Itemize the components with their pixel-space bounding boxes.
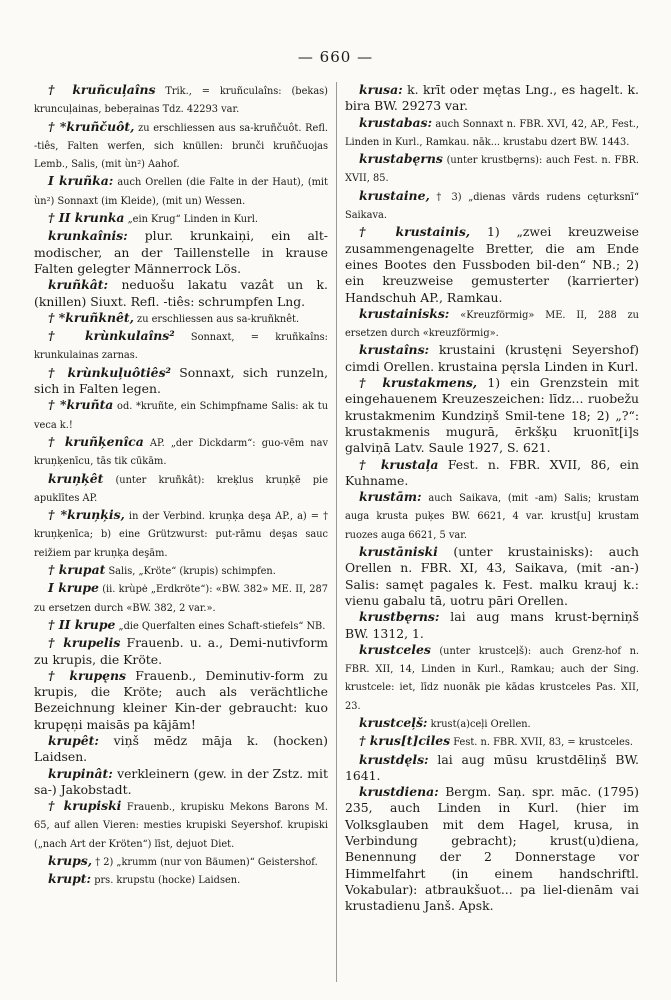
dictionary-entry xyxy=(34,668,328,733)
dictionary-entry xyxy=(34,798,328,853)
entry-headword: † II krupe xyxy=(48,616,116,632)
dictionary-entry xyxy=(34,365,328,398)
entry-headword: krustbęrns: xyxy=(359,609,440,625)
entry-headword: † krupęns xyxy=(48,667,127,683)
dictionary-entry xyxy=(34,434,328,471)
entry-definition: † 3) „dienas vārds rudens cęturksnī“ Saikava. xyxy=(345,191,639,222)
dictionary-entry xyxy=(345,457,639,490)
entry-headword: krustabas: xyxy=(359,114,433,130)
dictionary-entry xyxy=(34,580,328,617)
entry-headword: krupêt: xyxy=(48,732,99,748)
entry-headword: † krustainis, xyxy=(359,224,471,240)
entry-headword: kruñkât: xyxy=(48,277,109,293)
entry-headword: † krupat xyxy=(48,562,106,578)
dictionary-entry xyxy=(345,489,639,544)
entry-definition: (unter krustceļš): auch Grenz-hof n. FBR. XII, 14, Linden in Kurl., Ramkau; auch der Sing. krustcele: iet, līdz nuonāk pie kādas krustceles Pas. XII, 23. xyxy=(345,645,639,712)
dictionary-entry xyxy=(345,784,639,914)
entry-headword: krustdęls: xyxy=(359,751,429,767)
entry-headword: † krustakmens, xyxy=(359,375,478,391)
entry-definition: zu erschliessen aus sa-kruñknêt. xyxy=(133,313,300,325)
entry-headword: † II krunka xyxy=(48,210,125,226)
dictionary-entry xyxy=(345,733,639,751)
entry-definition: krust(a)ceļi Orellen. xyxy=(427,718,531,730)
dictionary-entry xyxy=(34,310,328,328)
entry-headword: krustām: xyxy=(359,489,422,505)
entry-definition: Frauenb. u. a., Demi-nutivform zu krupis, die Kröte. xyxy=(34,635,329,667)
entry-headword: † *kruņķis, xyxy=(48,507,125,523)
dictionary-entry xyxy=(345,224,639,305)
entry-definition: AP. „der Dickdarm“: guo-vēm nav kruņķenīcu, tās tik cūkām. xyxy=(34,437,328,468)
entry-definition: (unter krustbęrns): auch Fest. n. FBR. XVII, 85. xyxy=(345,155,639,185)
entry-headword: † *kruñčuôt, xyxy=(48,118,135,134)
entry-headword: † kruñķenîca xyxy=(48,433,144,449)
entry-definition: od. *kruñte, ein Schimpfname Salis: ak tu veca k.! xyxy=(34,401,328,431)
entry-headword: † krus[t]ciles xyxy=(359,733,451,749)
dictionary-entry xyxy=(34,397,328,434)
entry-headword: † krupelis xyxy=(48,635,121,651)
entry-definition: verkleinern (gew. in der Zstz. mit sa-) Jakobstadt. xyxy=(34,765,328,797)
entry-headword: I krupe xyxy=(48,580,99,596)
dictionary-entry xyxy=(34,228,328,277)
entry-definition: lai aug mūsu krustdēliņš BW. 1641. xyxy=(345,751,639,783)
entry-definition: Sonnaxt, sich runzeln, sich in Falten legen. xyxy=(34,364,329,397)
dictionary-entry xyxy=(34,119,328,174)
dictionary-entry xyxy=(345,115,639,152)
left-column xyxy=(34,82,336,982)
dictionary-entry xyxy=(345,375,639,456)
entry-headword: krustabęrns xyxy=(359,151,443,167)
entry-definition: (ii. krùpė „Erdkröte“): «BW. 382» ME. II, 287 zu ersetzen durch «BW. 382, 2 var.». xyxy=(34,584,329,614)
entry-headword: krustceles xyxy=(359,641,431,657)
entry-definition: «Kreuzförmig» ME. II, 288 zu ersetzen durch «kreuzförmig». xyxy=(345,309,639,340)
entry-definition: lai aug mans krust-bęrniņš BW. 1312, 1. xyxy=(345,609,639,641)
entry-definition: Salis, „Kröte“ (krupis) schimpfen. xyxy=(105,566,276,578)
dictionary-entry xyxy=(345,752,639,785)
page-number: — 660 — xyxy=(297,48,374,66)
dictionary-entry xyxy=(345,642,639,715)
entry-headword: † *kruñta xyxy=(48,397,114,413)
entry-definition: viņš mēdz māja k. (hocken) Laidsen. xyxy=(34,732,328,765)
entry-definition: „ein Krug“ Linden in Kurl. xyxy=(124,214,259,226)
dictionary-entry xyxy=(34,562,328,580)
dictionary-entry xyxy=(345,715,639,733)
entry-definition: Bergm. Saņ. spr. māc. (1795) 235, auch Linden in Kurl. (hier im Volksglauben mit dem Hagel, krusa, in Verbindung gebracht); krust(u)diena, Benennung der 2 Donnerstage vor Himmelfahrt (in einem handschriftl. Vokabular): atbraukšuot... pa liel-dienām vai krustadienu Janš. Apsk. xyxy=(345,784,639,914)
entry-headword: krustāniski xyxy=(359,544,438,560)
dictionary-entry xyxy=(34,210,328,228)
entry-headword: † krùnkuļuôtiês² xyxy=(48,364,171,380)
entry-definition: Trik., = kruñculaîns: (bekas) kruncuļainas, bebeŗainas Tdz. 42293 var. xyxy=(34,86,329,116)
dictionary-entry xyxy=(34,82,328,119)
entry-definition: prs. krupstu (hocke) Laidsen. xyxy=(91,875,241,887)
dictionary-entry xyxy=(345,82,639,115)
dictionary-entry xyxy=(345,306,639,343)
entry-headword: krustaîns: xyxy=(359,342,430,358)
dictionary-columns xyxy=(34,82,639,982)
dictionary-entry xyxy=(34,635,328,668)
entry-definition: krustaini (krustęni Seyershof) cimdi Orellen. krustaina pęrsla Linden in Kurl. xyxy=(345,342,639,374)
entry-headword: krustainisks: xyxy=(359,305,450,321)
entry-definition: (unter kruñkât): kreķlus kruņķē pie apuklītes AP. xyxy=(34,474,328,504)
dictionary-entry xyxy=(34,507,328,562)
entry-headword: † *kruñknêt, xyxy=(48,309,134,325)
entry-definition: „die Querfalten eines Schaft-stiefels“ NB. xyxy=(115,620,326,632)
dictionary-entry xyxy=(34,871,328,889)
dictionary-entry xyxy=(345,342,639,375)
entry-definition: Sonnaxt, = kruñkaîns: krunkulainas zarnas. xyxy=(34,332,328,362)
dictionary-entry xyxy=(34,766,328,799)
entry-definition: auch Sonnaxt n. FBR. XVI, 42, AP., Fest., Linden in Kurl., Ramkau. nāk... krustabu dzert BW. 1443. xyxy=(345,118,639,148)
entry-definition: in der Verbind. kruņķa deşa AP., a) = † kruņķenīca; b) eine Grützwurst: put-rāmu deşas sauc reižiem par kruņķa deşām. xyxy=(34,511,328,559)
entry-definition: auch Saikava, (mit -am) Salis; krustam auga krusta puķes BW. 6621, 4 var. krust[u] krustam ruozes auga 6621, 5 var. xyxy=(345,493,639,541)
entry-headword: I kruñka: xyxy=(48,173,114,189)
entry-headword: krustaine, xyxy=(359,187,430,203)
entry-headword: krunkaînis: xyxy=(48,228,128,244)
dictionary-entry xyxy=(34,471,328,508)
dictionary-entry xyxy=(345,544,639,609)
entry-headword: † krustaļa xyxy=(359,456,439,472)
entry-headword: krustceļš: xyxy=(359,714,428,730)
entry-headword: † krupiski xyxy=(48,798,122,814)
dictionary-entry xyxy=(345,188,639,225)
entry-definition: 1) „zwei kreuzweise zusammengenagelte Bretter, die am Ende eines Bootes den Fussboden bil-den“ NB.; 2) ein kreuzweise gemusterter (karrierter) Handschuh AP., Ramkau. xyxy=(345,224,639,305)
dictionary-entry xyxy=(34,617,328,635)
entry-definition: 1) ein Grenzstein mit eingehauenem Kreuzeszeichen: līdz... ruobežu krustakmenim Kundziņš Smil-tene 18; 2) „?“: krustakmenis mugurā, ērkšķu kruonīt[i]s galviņā Latv. Saule 1927, S. 621. xyxy=(345,375,639,456)
dictionary-entry xyxy=(34,173,328,210)
dictionary-entry xyxy=(34,733,328,766)
entry-headword: krupinât: xyxy=(48,765,113,781)
entry-definition: zu erschliessen aus sa-kruñčuôt. Refl. -tiês, Falten werfen, sich knüllen: brunči kruñčuojas Lemb., Salis, (mit ùn²) Aahof. xyxy=(34,122,328,171)
entry-definition: Fest. n. FBR. XVII, 83, = krustceles. xyxy=(450,737,633,749)
entry-headword: krups, xyxy=(48,853,93,869)
entry-definition: (unter krustainisks): auch Orellen n. FBR. XI, 43, Saikava, (mit -an-) Salis: samęt pagales k. Fest. malku krauj k.: vienu gabalu tā, uotru pāri Orellen. xyxy=(345,544,639,608)
dictionary-entry xyxy=(345,609,639,642)
entry-headword: † kruñcuļaîns xyxy=(48,82,156,97)
entry-headword: krusa: xyxy=(359,82,403,97)
right-column xyxy=(336,82,639,982)
dictionary-entry xyxy=(34,853,328,871)
entry-headword: krupt: xyxy=(48,871,92,887)
dictionary-entry xyxy=(345,151,639,188)
entry-definition: auch Orellen (die Falte in der Haut), (mit ùn²) Sonnaxt (im Kleide), (mit un) Wessen. xyxy=(34,177,328,207)
entry-definition: neduošu lakatu vazât un k. (knillen) Siuxt. Refl. -tiês: schrumpfen Lng. xyxy=(34,277,328,309)
entry-definition: Fest. n. FBR. XVII, 86, ein Kuhname. xyxy=(345,456,639,488)
dictionary-entry xyxy=(34,277,328,310)
entry-definition: k. krīt oder mętas Lng., es hagelt. k. bira BW. 29273 var. xyxy=(345,82,639,114)
entry-definition: Frauenb., Deminutiv-form zu krupis, die Kröte; auch als verächtliche Bezeichnung kleiner Kin-der gebraucht: kuo krupęņi maisās pa kājām! xyxy=(34,667,328,732)
entry-headword: krustdiena: xyxy=(359,784,439,800)
entry-definition: Frauenb., krupisku Mekons Barons M. 65, auf allen Vieren: mesties krupiski Seyershof. krupiski („nach Art der Kröten“) līst, dejuot Diet. xyxy=(34,802,328,850)
entry-definition: plur. krunkaiņi, ein alt-modischer, an der Taillenstelle in krause Falten gelegter Männerrock Lös. xyxy=(34,228,328,276)
entry-headword: kruņķêt xyxy=(48,470,104,486)
dictionary-entry xyxy=(34,328,328,365)
entry-headword: † krùnkulaîns² xyxy=(48,328,175,344)
entry-definition: † 2) „krumm (nur von Bäumen)“ Geistershof. xyxy=(92,857,318,869)
